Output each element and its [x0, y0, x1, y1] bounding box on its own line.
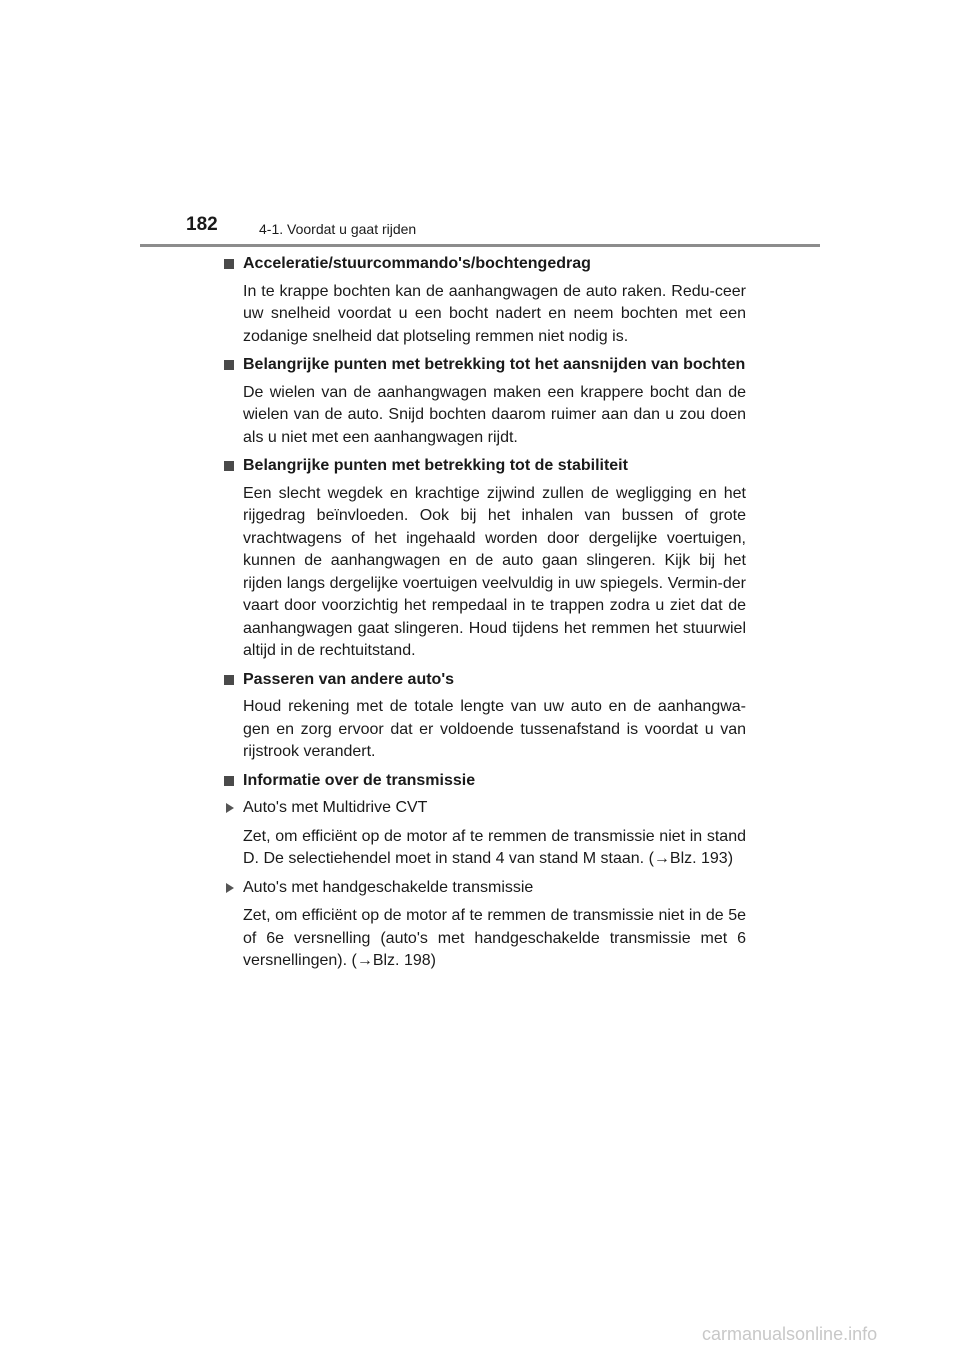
section-paragraph: Houd rekening met de totale lengte van uw auto en de aanhangwa-gen en zorg ervoor dat er voldoende tussenafstand is voordat u van rijstrook verandert. [243, 698, 746, 760]
watermark: carmanualsonline.info [702, 1324, 878, 1344]
section-paragraph: De wielen van de aanhangwagen maken een krappere bocht dan de wielen van de auto. Snijd bochten daarom ruimer aan dan u zou doen als u niet met een aanhangwagen rijdt. [243, 383, 746, 446]
page-number: 182 [186, 214, 218, 235]
heading-text: Belangrijke punten met betrekking tot het aansnijden van bochten [243, 356, 746, 373]
sub-item-paragraph: Zet, om efficiënt op de motor af te remmen de transmissie niet in stand D. De selectiehendel moet in stand 4 van stand M staan. (→Blz. 193) [243, 827, 746, 867]
section-heading [220, 354, 746, 377]
heading-text: Informatie over de transmissie [243, 771, 476, 789]
section-heading [220, 770, 746, 793]
section-paragraph: In te krappe bochten kan de aanhangwagen de auto raken. Redu-ceer uw snelheid voordat u een bocht nadert en neem bochten met een zodanige snelheid dat plotseling remmen niet nodig is. [243, 282, 746, 345]
triangle-bullet-icon [226, 883, 234, 893]
sub-item [220, 877, 746, 900]
heading-text: Acceleratie/stuurcommando's/bochtengedrag [243, 255, 591, 272]
sub-item-label: Auto's met Multidrive CVT [243, 799, 428, 816]
header-divider [140, 244, 820, 247]
section-heading [220, 669, 746, 692]
square-bullet-icon [224, 675, 234, 685]
heading-text: Belangrijke punten met betrekking tot de stabiliteit [243, 457, 628, 474]
sub-item [220, 797, 746, 820]
page-header [140, 214, 820, 248]
sub-item-label: Auto's met handgeschakelde transmissie [243, 878, 534, 896]
page-content [220, 253, 746, 979]
square-bullet-icon [224, 360, 234, 370]
section-heading [220, 253, 746, 276]
section-paragraph: Een slecht wegdek en krachtige zijwind zullen de wegligging en het rijgedrag beïnvloeden. Ook bij het inhalen van bussen of grote vrachtwagens of het ingehaald worden door dergelijke voertuigen, kunnen de aanhangwagen en de auto gaan slingeren. Kijk bij het rijden langs dergelijke voertuigen veelvuldig in uw spiegels. Vermin-der vaart door voorzichtig het rempedaal in te trappen zodra u ziet dat de aanhangwagen gaat slingeren. Houd tijdens het remmen het stuurwiel altijd in de rechtuitstand. [243, 484, 746, 659]
section-heading [220, 455, 746, 478]
square-bullet-icon [224, 461, 234, 471]
triangle-bullet-icon [226, 803, 234, 813]
heading-text: Passeren van andere auto's [243, 670, 455, 688]
square-bullet-icon [224, 259, 234, 269]
sub-item-paragraph: Zet, om efficiënt op de motor af te remmen de transmissie niet in de 5e of 6e versnelling (auto's met handgeschakelde transmissie met 6 versnellingen). (→Blz. 198) [243, 907, 746, 969]
square-bullet-icon [224, 776, 234, 786]
section-title: 4-1. Voordat u gaat rijden [259, 221, 417, 237]
